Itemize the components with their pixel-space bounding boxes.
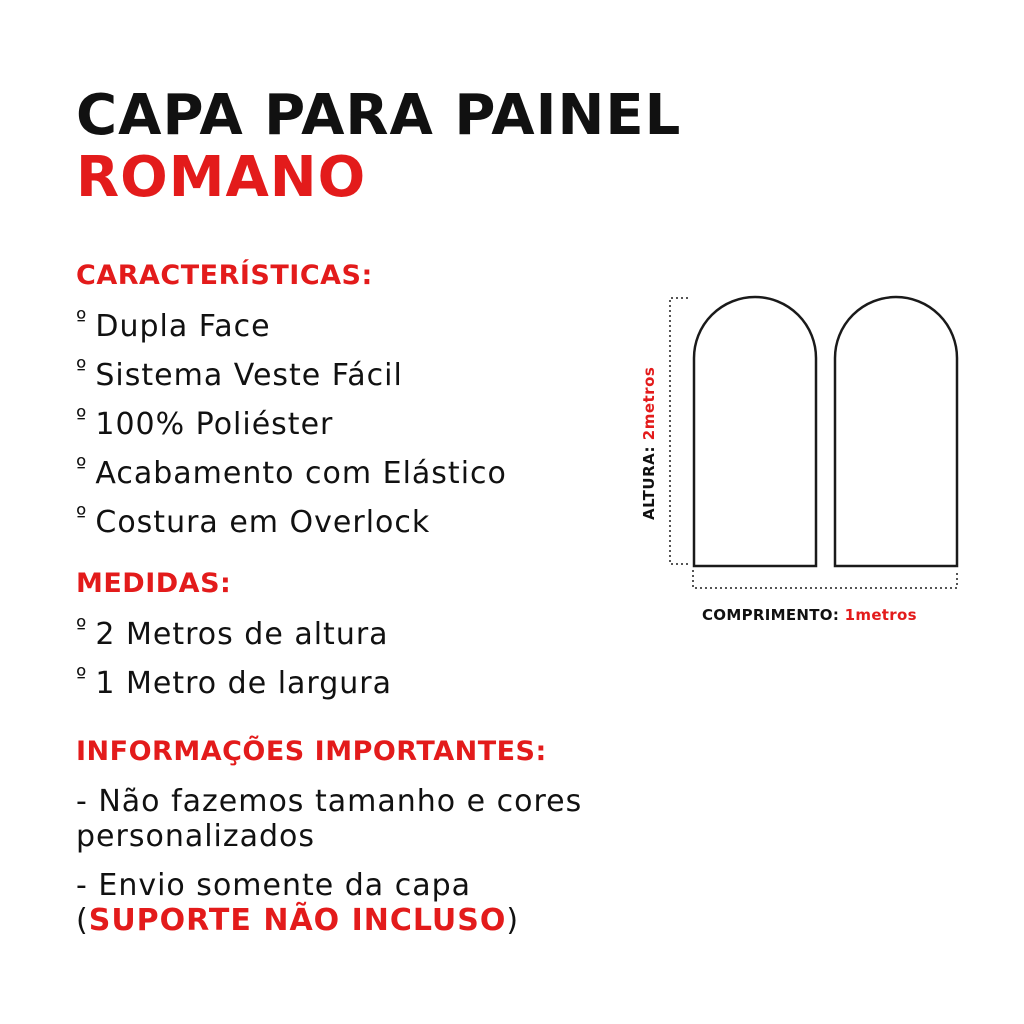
bullet-icon: º (76, 615, 88, 640)
caracteristica-text: Dupla Face (95, 309, 271, 344)
info-note-1-line1: - Não fazemos tamanho e cores (76, 784, 583, 819)
bullet-icon: º (76, 664, 88, 689)
suporte-nao-incluso: SUPORTE NÃO INCLUSO (88, 902, 507, 938)
altura-label-text: ALTURA: (640, 440, 658, 520)
info-note-2-line1: - Envio somente da capa (76, 868, 472, 903)
comprimento-label (702, 606, 917, 624)
medida-text: 1 Metro de largura (95, 666, 393, 701)
info-note-2 (76, 869, 519, 938)
paren-close: ) (506, 902, 520, 938)
bullet-icon: º (76, 356, 88, 381)
panel-shape-left (694, 297, 816, 566)
caracteristica-item (76, 309, 271, 342)
caracteristica-item (76, 505, 430, 538)
caracteristica-item (76, 456, 507, 489)
altura-value: 2metros (640, 366, 658, 441)
caracteristica-text: Acabamento com Elástico (95, 456, 507, 491)
comprimento-value: 1metros (844, 606, 917, 624)
bullet-icon: º (76, 454, 88, 479)
caracteristica-text: 100% Poliéster (95, 407, 334, 442)
informacoes-heading: INFORMAÇÕES IMPORTANTES: (76, 736, 547, 767)
panel-diagram (630, 290, 970, 590)
comprimento-dimension-line (693, 570, 957, 588)
caracteristica-item (76, 358, 403, 391)
panel-shape-right (835, 297, 957, 566)
comprimento-label-text: COMPRIMENTO: (702, 606, 845, 624)
info-note-2-line2 (76, 904, 519, 939)
medida-text: 2 Metros de altura (95, 617, 389, 652)
page-title: CAPA PARA PAINEL (76, 83, 682, 148)
caracteristicas-heading: CARACTERÍSTICAS: (76, 260, 373, 291)
bullet-icon: º (76, 307, 88, 332)
altura-label (640, 367, 658, 520)
caracteristica-text: Sistema Veste Fácil (95, 358, 403, 393)
medida-item (76, 666, 392, 699)
bullet-icon: º (76, 405, 88, 430)
altura-dimension-line (670, 298, 688, 564)
page-subtitle: ROMANO (76, 145, 367, 210)
bullet-icon: º (76, 503, 88, 528)
info-note-1 (76, 785, 582, 854)
medidas-heading: MEDIDAS: (76, 568, 232, 599)
caracteristica-text: Costura em Overlock (95, 505, 431, 540)
paren-open: ( (76, 902, 89, 938)
medida-item (76, 617, 389, 650)
info-note-1-line2: personalizados (76, 818, 316, 854)
caracteristica-item (76, 407, 333, 440)
